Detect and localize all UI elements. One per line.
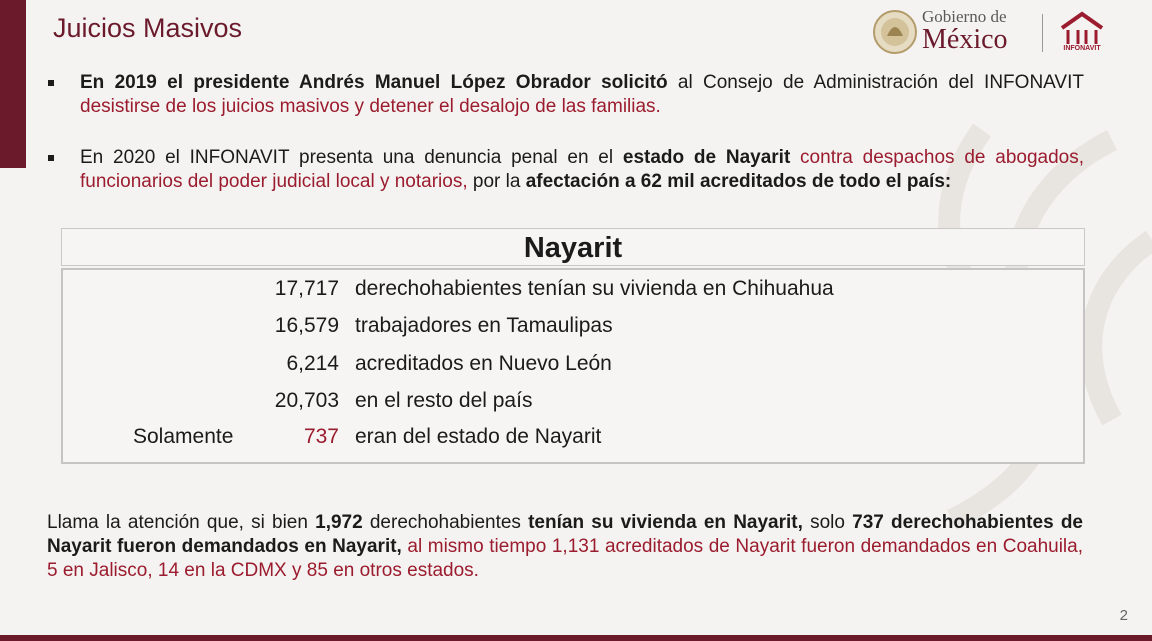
bullet-1-bold: En 2019 el presidente Andrés Manuel López Obrador solicitó <box>80 72 668 93</box>
nayarit-row-number: 737 <box>303 425 339 448</box>
bullet-2-plain: En 2020 el INFONAVIT presenta una denuncia penal en el <box>80 147 623 168</box>
bullet-marker <box>48 80 54 86</box>
nayarit-row-desc: derechohabientes tenían su vivienda en Chihuahua <box>355 277 834 300</box>
bottom-accent-bar <box>0 635 1152 641</box>
nayarit-row <box>63 349 1083 379</box>
nayarit-row <box>63 311 1083 341</box>
conclusion-highlight: al mismo tiempo 1,131 acreditados de Nayarit fueron demandados en Coahuila, 5 en Jalisco, 14 en la CDMX y 85 en otros estados. <box>47 536 1083 581</box>
conclusion-plain-3: solo <box>802 512 853 533</box>
bullet-2 <box>48 146 1084 194</box>
nayarit-row-prefix: Solamente <box>133 425 234 448</box>
bullet-2-bold-state: estado de Nayarit <box>622 147 791 168</box>
nayarit-row <box>63 422 1083 452</box>
left-accent-bar <box>0 0 26 168</box>
nayarit-row-number: 20,703 <box>274 389 339 412</box>
bullet-2-text <box>80 146 1084 194</box>
nayarit-row-desc: acreditados en Nuevo León <box>355 352 612 375</box>
nayarit-row <box>63 274 1083 304</box>
nayarit-row <box>63 386 1083 416</box>
bullet-1-highlight: desistirse de los juicios masivos y detener el desalojo de las familias. <box>80 96 661 117</box>
gov-line1: Gobierno de <box>922 7 1007 26</box>
mexico-coat-of-arms-logo <box>865 8 925 56</box>
gov-line2: México <box>922 24 1008 55</box>
conclusion-plain: Llama la atención que, si bien <box>47 512 316 533</box>
infonavit-label: INFONAVIT <box>1063 45 1101 52</box>
page-number: 2 <box>1119 607 1128 624</box>
page-title: Juicios Masivos <box>53 13 243 43</box>
nayarit-row-number: 17,717 <box>274 277 339 300</box>
bullet-1-text <box>80 71 1084 119</box>
nayarit-row-desc: trabajadores en Tamaulipas <box>355 314 613 337</box>
bullet-1-plain: al Consejo de Administración del INFONAVIT <box>667 72 1084 93</box>
conclusion-paragraph <box>47 511 1083 583</box>
gov-wordmark <box>922 8 1008 54</box>
nayarit-table-header: Nayarit <box>61 228 1085 266</box>
conclusion-bold-count: 1,972 <box>315 512 363 533</box>
bullet-marker <box>48 155 54 161</box>
conclusion-bold-demanded: 737 derechohabientes de Nayarit fueron demandados en Nayarit, <box>47 512 1083 557</box>
nayarit-row-desc: eran del estado de Nayarit <box>355 425 602 448</box>
conclusion-plain-2: derechohabientes <box>362 512 529 533</box>
nayarit-row-number: 6,214 <box>286 352 339 375</box>
bullet-1 <box>48 71 1084 119</box>
bullet-2-plain-2: por la <box>467 171 526 192</box>
bullet-2-highlight: contra despachos de abogados, funcionarios del poder judicial local y notarios, <box>80 147 1084 192</box>
nayarit-table <box>61 268 1085 464</box>
nayarit-row-number: 16,579 <box>274 314 339 337</box>
nayarit-row-desc: en el resto del país <box>355 389 533 412</box>
logo-divider <box>1042 14 1043 52</box>
conclusion-bold-housing: tenían su vivienda en Nayarit, <box>528 512 803 533</box>
bullet-2-bold-affected: afectación a 62 mil acreditados de todo el país: <box>525 171 952 192</box>
